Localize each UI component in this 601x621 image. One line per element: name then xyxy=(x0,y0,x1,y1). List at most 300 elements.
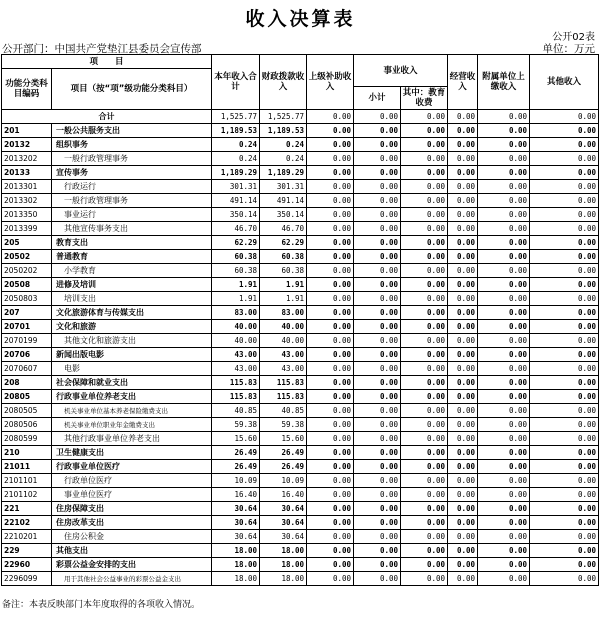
row-value: 0.00 xyxy=(478,334,530,348)
table-row xyxy=(2,446,599,460)
row-value: 0.00 xyxy=(478,488,530,502)
row-name: 住房保障支出 xyxy=(52,502,212,516)
department-label: 公开部门：中国共产党垫江县委员会宣传部 xyxy=(2,43,202,55)
row-value: 0.00 xyxy=(354,236,401,250)
row-value: 0.00 xyxy=(307,502,354,516)
row-value: 0.00 xyxy=(401,236,448,250)
row-value: 30.64 xyxy=(212,502,260,516)
row-value: 0.00 xyxy=(401,460,448,474)
row-value: 15.60 xyxy=(212,432,260,446)
row-value: 0.00 xyxy=(401,194,448,208)
row-value: 0.00 xyxy=(401,250,448,264)
header-business-subtotal: 小计 xyxy=(354,87,401,110)
table-row xyxy=(2,152,599,166)
row-value: 0.00 xyxy=(307,264,354,278)
row-name: 机关事业单位基本养老保险缴费支出 xyxy=(52,404,212,418)
row-value: 0.00 xyxy=(354,320,401,334)
row-value: 43.00 xyxy=(260,348,307,362)
table-row xyxy=(2,418,599,432)
row-value: 0.00 xyxy=(448,166,478,180)
row-value: 0.00 xyxy=(478,236,530,250)
row-value: 350.14 xyxy=(260,208,307,222)
footnote: 备注：本表反映部门本年度取得的各项收入情况。 xyxy=(2,600,201,610)
row-value: 0.00 xyxy=(478,404,530,418)
row-value: 26.49 xyxy=(260,446,307,460)
row-value: 83.00 xyxy=(212,306,260,320)
row-value: 0.00 xyxy=(307,292,354,306)
row-value: 60.38 xyxy=(260,250,307,264)
row-value: 0.00 xyxy=(448,236,478,250)
table-row xyxy=(2,180,599,194)
row-value: 60.38 xyxy=(260,264,307,278)
row-value: 0.00 xyxy=(401,306,448,320)
row-value: 0.00 xyxy=(354,306,401,320)
row-value: 0.00 xyxy=(478,166,530,180)
row-value: 0.00 xyxy=(448,432,478,446)
row-code: 2101101 xyxy=(2,474,52,488)
row-value: 0.00 xyxy=(354,348,401,362)
row-value: 0.00 xyxy=(530,516,599,530)
row-code: 20133 xyxy=(2,166,52,180)
row-name: 小学教育 xyxy=(52,264,212,278)
row-name: 教育支出 xyxy=(52,236,212,250)
row-value: 0.24 xyxy=(212,152,260,166)
row-value: 0.00 xyxy=(307,334,354,348)
row-value: 26.49 xyxy=(260,460,307,474)
row-name: 新闻出版电影 xyxy=(52,348,212,362)
row-value: 0.00 xyxy=(478,250,530,264)
row-value: 1.91 xyxy=(212,292,260,306)
total-cell: 0.00 xyxy=(530,110,599,124)
row-value: 40.00 xyxy=(260,320,307,334)
row-value: 0.00 xyxy=(530,474,599,488)
table-row xyxy=(2,390,599,404)
row-value: 0.00 xyxy=(448,320,478,334)
row-value: 0.00 xyxy=(354,488,401,502)
row-value: 62.29 xyxy=(260,236,307,250)
row-value: 0.00 xyxy=(530,502,599,516)
row-value: 0.00 xyxy=(530,390,599,404)
row-value: 83.00 xyxy=(260,306,307,320)
row-value: 0.00 xyxy=(354,432,401,446)
row-name: 住房改革支出 xyxy=(52,516,212,530)
row-value: 0.00 xyxy=(401,152,448,166)
row-value: 0.00 xyxy=(354,404,401,418)
row-value: 0.00 xyxy=(307,362,354,376)
table-row xyxy=(2,460,599,474)
row-code: 20701 xyxy=(2,320,52,334)
row-value: 0.00 xyxy=(530,180,599,194)
row-value: 491.14 xyxy=(260,194,307,208)
row-value: 0.00 xyxy=(354,558,401,572)
page-title: 收入决算表 xyxy=(245,8,356,30)
row-code: 229 xyxy=(2,544,52,558)
row-value: 0.00 xyxy=(354,194,401,208)
row-value: 0.00 xyxy=(448,460,478,474)
row-value: 62.29 xyxy=(212,236,260,250)
table-row xyxy=(2,502,599,516)
row-code: 20706 xyxy=(2,348,52,362)
row-value: 0.00 xyxy=(530,530,599,544)
row-value: 0.00 xyxy=(478,516,530,530)
row-code: 2013350 xyxy=(2,208,52,222)
row-value: 0.00 xyxy=(354,124,401,138)
row-value: 30.64 xyxy=(212,516,260,530)
row-name: 进修及培训 xyxy=(52,278,212,292)
row-value: 115.83 xyxy=(212,376,260,390)
total-cell: 1,525.77 xyxy=(212,110,260,124)
header-fiscal-income: 财政拨款收入 xyxy=(260,55,307,110)
row-value: 0.00 xyxy=(307,404,354,418)
row-value: 18.00 xyxy=(260,572,307,586)
row-value: 0.00 xyxy=(478,474,530,488)
row-value: 0.00 xyxy=(478,502,530,516)
row-value: 1,189.53 xyxy=(212,124,260,138)
row-value: 0.00 xyxy=(448,502,478,516)
row-value: 0.00 xyxy=(448,362,478,376)
row-value: 30.64 xyxy=(260,516,307,530)
row-value: 0.00 xyxy=(448,530,478,544)
row-value: 0.00 xyxy=(401,208,448,222)
table-row xyxy=(2,320,599,334)
total-cell: 0.00 xyxy=(448,110,478,124)
total-cell: 0.00 xyxy=(307,110,354,124)
row-name: 电影 xyxy=(52,362,212,376)
total-cell: 0.00 xyxy=(478,110,530,124)
row-value: 0.00 xyxy=(354,222,401,236)
row-value: 0.00 xyxy=(530,166,599,180)
row-code: 2080506 xyxy=(2,418,52,432)
row-value: 0.00 xyxy=(448,418,478,432)
row-value: 115.83 xyxy=(212,390,260,404)
row-name: 组织事务 xyxy=(52,138,212,152)
row-value: 0.00 xyxy=(448,124,478,138)
row-value: 115.83 xyxy=(260,390,307,404)
table-row xyxy=(2,250,599,264)
row-value: 0.00 xyxy=(448,544,478,558)
row-value: 0.00 xyxy=(307,558,354,572)
row-value: 0.00 xyxy=(478,348,530,362)
row-value: 0.00 xyxy=(401,404,448,418)
header-total-income: 本年收入合计 xyxy=(212,55,260,110)
row-value: 0.00 xyxy=(530,348,599,362)
table-row xyxy=(2,376,599,390)
row-value: 0.00 xyxy=(354,474,401,488)
row-value: 0.00 xyxy=(530,208,599,222)
row-value: 0.00 xyxy=(448,558,478,572)
row-value: 0.00 xyxy=(448,572,478,586)
row-value: 0.00 xyxy=(478,306,530,320)
row-value: 0.00 xyxy=(307,250,354,264)
row-name: 卫生健康支出 xyxy=(52,446,212,460)
row-value: 0.00 xyxy=(478,180,530,194)
row-value: 0.00 xyxy=(478,194,530,208)
row-value: 0.00 xyxy=(530,222,599,236)
row-code: 20508 xyxy=(2,278,52,292)
row-value: 0.00 xyxy=(401,558,448,572)
row-value: 0.00 xyxy=(354,166,401,180)
row-code: 2050202 xyxy=(2,264,52,278)
row-value: 0.00 xyxy=(530,306,599,320)
row-code: 2070607 xyxy=(2,362,52,376)
row-value: 0.00 xyxy=(401,222,448,236)
row-value: 0.00 xyxy=(401,334,448,348)
row-value: 18.00 xyxy=(212,558,260,572)
row-value: 1,189.29 xyxy=(260,166,307,180)
row-value: 0.00 xyxy=(354,264,401,278)
row-value: 0.00 xyxy=(307,516,354,530)
row-value: 16.40 xyxy=(212,488,260,502)
row-value: 0.00 xyxy=(448,376,478,390)
row-value: 0.00 xyxy=(401,138,448,152)
table-row xyxy=(2,222,599,236)
row-code: 20805 xyxy=(2,390,52,404)
row-value: 1.91 xyxy=(260,292,307,306)
row-value: 0.00 xyxy=(401,362,448,376)
row-value: 0.00 xyxy=(401,264,448,278)
row-value: 0.00 xyxy=(401,530,448,544)
row-code: 2013301 xyxy=(2,180,52,194)
row-name: 机关事业单位职业年金缴费支出 xyxy=(52,418,212,432)
row-value: 18.00 xyxy=(260,544,307,558)
row-value: 0.00 xyxy=(354,376,401,390)
row-value: 26.49 xyxy=(212,460,260,474)
row-value: 0.00 xyxy=(478,292,530,306)
row-value: 0.00 xyxy=(307,138,354,152)
row-value: 0.00 xyxy=(448,334,478,348)
row-value: 0.00 xyxy=(448,152,478,166)
row-value: 18.00 xyxy=(260,558,307,572)
table-row xyxy=(2,348,599,362)
row-name: 培训支出 xyxy=(52,292,212,306)
row-value: 0.00 xyxy=(478,208,530,222)
row-code: 205 xyxy=(2,236,52,250)
total-cell: 0.00 xyxy=(401,110,448,124)
row-value: 1.91 xyxy=(260,278,307,292)
row-value: 0.00 xyxy=(448,390,478,404)
row-code: 2296099 xyxy=(2,572,52,586)
row-value: 0.00 xyxy=(530,446,599,460)
row-value: 0.00 xyxy=(307,488,354,502)
row-name: 一般行政管理事务 xyxy=(52,152,212,166)
row-value: 0.00 xyxy=(307,194,354,208)
row-value: 0.00 xyxy=(530,488,599,502)
row-name: 一般公共服务支出 xyxy=(52,124,212,138)
row-value: 0.00 xyxy=(307,572,354,586)
row-value: 0.00 xyxy=(307,376,354,390)
row-value: 0.00 xyxy=(354,516,401,530)
row-value: 0.00 xyxy=(530,124,599,138)
row-value: 26.49 xyxy=(212,446,260,460)
row-value: 0.00 xyxy=(307,460,354,474)
row-value: 30.64 xyxy=(260,502,307,516)
table-row xyxy=(2,530,599,544)
row-value: 0.00 xyxy=(478,222,530,236)
row-value: 0.00 xyxy=(530,334,599,348)
header-operating-income: 经营收入 xyxy=(448,55,478,110)
row-value: 301.31 xyxy=(260,180,307,194)
row-value: 0.00 xyxy=(530,362,599,376)
row-code: 2080599 xyxy=(2,432,52,446)
row-value: 301.31 xyxy=(212,180,260,194)
row-value: 0.00 xyxy=(401,502,448,516)
row-value: 0.00 xyxy=(448,138,478,152)
row-value: 0.00 xyxy=(307,278,354,292)
table-row xyxy=(2,264,599,278)
row-name: 文化旅游体育与传媒支出 xyxy=(52,306,212,320)
table-row xyxy=(2,236,599,250)
table-row xyxy=(2,124,599,138)
header-code: 功能分类科目编码 xyxy=(2,69,52,110)
row-value: 0.00 xyxy=(307,222,354,236)
row-name: 其他支出 xyxy=(52,544,212,558)
row-value: 0.00 xyxy=(354,502,401,516)
row-value: 0.00 xyxy=(530,292,599,306)
row-value: 350.14 xyxy=(212,208,260,222)
row-name: 行政运行 xyxy=(52,180,212,194)
row-value: 0.00 xyxy=(530,236,599,250)
row-value: 0.00 xyxy=(354,572,401,586)
row-value: 0.00 xyxy=(354,390,401,404)
row-value: 40.85 xyxy=(260,404,307,418)
row-value: 0.00 xyxy=(401,278,448,292)
row-value: 0.00 xyxy=(354,544,401,558)
row-code: 20502 xyxy=(2,250,52,264)
row-value: 59.38 xyxy=(260,418,307,432)
row-value: 0.00 xyxy=(448,208,478,222)
row-value: 0.00 xyxy=(307,208,354,222)
row-code: 21011 xyxy=(2,460,52,474)
row-value: 0.00 xyxy=(354,530,401,544)
row-value: 0.00 xyxy=(448,292,478,306)
header-name: 项目（按“项”级功能分类科目） xyxy=(52,69,212,110)
table-row xyxy=(2,194,599,208)
row-value: 0.00 xyxy=(307,166,354,180)
row-name: 其他宣传事务支出 xyxy=(52,222,212,236)
row-value: 0.00 xyxy=(307,530,354,544)
row-code: 2013202 xyxy=(2,152,52,166)
row-value: 0.00 xyxy=(530,278,599,292)
row-value: 0.24 xyxy=(260,152,307,166)
row-value: 0.00 xyxy=(354,180,401,194)
row-value: 0.00 xyxy=(448,278,478,292)
table-row xyxy=(2,306,599,320)
row-name: 其他文化和旅游支出 xyxy=(52,334,212,348)
row-value: 0.00 xyxy=(448,250,478,264)
header-other-income: 其他收入 xyxy=(530,55,599,110)
row-name: 普通教育 xyxy=(52,250,212,264)
row-code: 2101102 xyxy=(2,488,52,502)
table-row xyxy=(2,292,599,306)
table-row xyxy=(2,544,599,558)
row-value: 0.00 xyxy=(478,446,530,460)
row-value: 10.09 xyxy=(260,474,307,488)
row-value: 0.00 xyxy=(354,460,401,474)
row-code: 22960 xyxy=(2,558,52,572)
row-value: 0.00 xyxy=(448,446,478,460)
table-row xyxy=(2,572,599,586)
table-row xyxy=(2,334,599,348)
row-value: 115.83 xyxy=(260,376,307,390)
row-value: 16.40 xyxy=(260,488,307,502)
row-name: 宣传事务 xyxy=(52,166,212,180)
header-education-fee: 其中：教育收费 xyxy=(401,87,448,110)
row-name: 行政事业单位医疗 xyxy=(52,460,212,474)
row-value: 0.00 xyxy=(448,180,478,194)
row-value: 0.00 xyxy=(354,152,401,166)
row-value: 0.00 xyxy=(478,320,530,334)
row-code: 221 xyxy=(2,502,52,516)
row-name: 一般行政管理事务 xyxy=(52,194,212,208)
row-value: 46.70 xyxy=(260,222,307,236)
row-value: 0.00 xyxy=(401,292,448,306)
row-value: 43.00 xyxy=(212,348,260,362)
row-value: 0.00 xyxy=(448,516,478,530)
row-value: 0.00 xyxy=(530,152,599,166)
row-value: 0.00 xyxy=(478,278,530,292)
row-value: 0.00 xyxy=(307,306,354,320)
row-value: 0.00 xyxy=(354,208,401,222)
row-value: 0.00 xyxy=(530,572,599,586)
row-value: 0.00 xyxy=(307,544,354,558)
row-value: 0.00 xyxy=(401,166,448,180)
row-value: 0.00 xyxy=(478,558,530,572)
row-value: 40.85 xyxy=(212,404,260,418)
table-row xyxy=(2,208,599,222)
row-value: 0.00 xyxy=(307,418,354,432)
table-row xyxy=(2,488,599,502)
row-value: 40.00 xyxy=(260,334,307,348)
header-superior-subsidy: 上级补助收入 xyxy=(307,55,354,110)
row-value: 0.00 xyxy=(401,418,448,432)
row-value: 43.00 xyxy=(212,362,260,376)
row-value: 0.00 xyxy=(307,124,354,138)
row-code: 210 xyxy=(2,446,52,460)
row-code: 2070199 xyxy=(2,334,52,348)
header-business-income: 事业收入 xyxy=(354,55,448,87)
header-item: 项 目 xyxy=(2,55,212,69)
row-name: 彩票公益金安排的支出 xyxy=(52,558,212,572)
row-name: 其他行政事业单位养老支出 xyxy=(52,432,212,446)
row-value: 0.00 xyxy=(401,376,448,390)
table-row xyxy=(2,432,599,446)
row-value: 0.00 xyxy=(478,530,530,544)
row-name: 行政单位医疗 xyxy=(52,474,212,488)
row-value: 0.24 xyxy=(212,138,260,152)
row-code: 2013399 xyxy=(2,222,52,236)
table-row xyxy=(2,362,599,376)
row-value: 0.00 xyxy=(401,446,448,460)
unit-label: 单位：万元 xyxy=(542,43,595,55)
row-value: 0.00 xyxy=(530,320,599,334)
table-row xyxy=(2,404,599,418)
row-value: 0.00 xyxy=(478,432,530,446)
row-value: 0.00 xyxy=(478,390,530,404)
row-value: 0.00 xyxy=(401,474,448,488)
row-value: 0.00 xyxy=(448,264,478,278)
row-code: 22102 xyxy=(2,516,52,530)
row-value: 0.00 xyxy=(448,404,478,418)
row-value: 0.00 xyxy=(354,446,401,460)
row-value: 0.00 xyxy=(354,292,401,306)
row-value: 40.00 xyxy=(212,320,260,334)
row-value: 491.14 xyxy=(212,194,260,208)
row-value: 0.00 xyxy=(307,180,354,194)
row-name: 住房公积金 xyxy=(52,530,212,544)
row-value: 0.00 xyxy=(478,544,530,558)
row-value: 1,189.53 xyxy=(260,124,307,138)
row-value: 0.00 xyxy=(530,194,599,208)
